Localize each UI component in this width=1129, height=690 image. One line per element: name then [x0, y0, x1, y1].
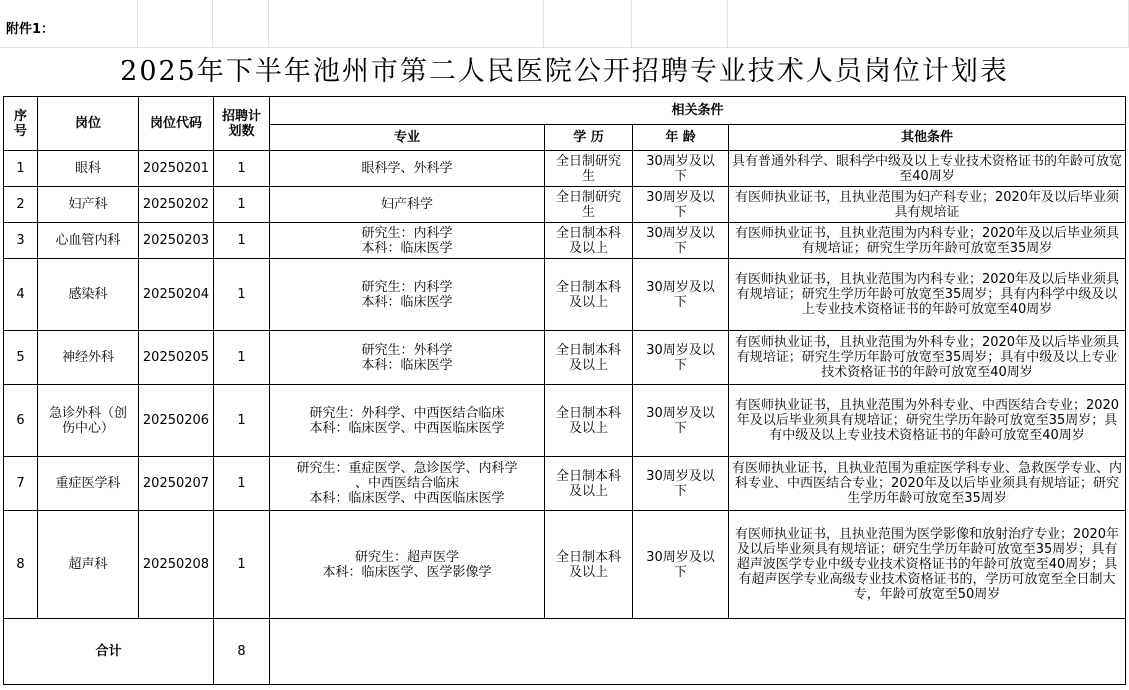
- total-count: 8: [214, 619, 270, 685]
- cell-seq: 6: [4, 385, 38, 457]
- cell-code: 20250206: [139, 385, 214, 457]
- cell-position: 眼科: [38, 151, 139, 187]
- cell-other: 有医师执业证书，且执业范围为内科专业；2020年及以后毕业须具有规培证；研究生学历年龄可放宽至35周岁；具有内科学中级及以上专业技术资格证书的年龄可放宽至40周岁: [729, 259, 1126, 331]
- header-position: 岗位: [38, 97, 139, 151]
- cell-seq: 2: [4, 187, 38, 223]
- cell-age: 30周岁及以 下: [633, 457, 729, 511]
- cell-count: 1: [214, 511, 270, 619]
- cell-code: 20250201: [139, 151, 214, 187]
- grid-cell: [269, 0, 544, 48]
- cell-education: 全日制研究 生: [545, 187, 633, 223]
- header-major: 专业: [270, 125, 545, 151]
- cell-position: 感染科: [38, 259, 139, 331]
- attachment-row: [0, 0, 1129, 48]
- cell-education: 全日制本科 及以上: [545, 331, 633, 385]
- cell-age: 30周岁及以 下: [633, 511, 729, 619]
- total-row: [4, 619, 1126, 685]
- grid-cell: [632, 0, 728, 48]
- cell-other: 有医师执业证书，且执业范围为外科专业、中西医结合专业；2020年及以后毕业须具有规培证；研究生学历年龄可放宽至35周岁；具有中级及以上专业技术资格证书的年龄可放宽至40周岁: [729, 385, 1126, 457]
- header-seq: 序 号: [4, 97, 38, 151]
- cell-seq: 8: [4, 511, 38, 619]
- cell-major: 妇产科学: [270, 187, 545, 223]
- cell-count: 1: [214, 151, 270, 187]
- header-code: 岗位代码: [139, 97, 214, 151]
- cell-code: 20250202: [139, 187, 214, 223]
- header-other: 其他条件: [729, 125, 1126, 151]
- header-count: 招聘计 划数: [214, 97, 270, 151]
- table-row: [4, 259, 1126, 331]
- cell-position: 超声科: [38, 511, 139, 619]
- grid-cell: [213, 0, 269, 48]
- cell-seq: 3: [4, 223, 38, 259]
- cell-other: 具有普通外科学、眼科学中级及以上专业技术资格证书的年龄可放宽至40周岁: [729, 151, 1126, 187]
- cell-count: 1: [214, 331, 270, 385]
- cell-count: 1: [214, 259, 270, 331]
- table-row: [4, 385, 1126, 457]
- cell-age: 30周岁及以 下: [633, 331, 729, 385]
- cell-other: 有医师执业证书，且执业范围为医学影像和放射治疗专业；2020年及以后毕业须具有规培证；研究生学历年龄可放宽至35周岁；具有超声波医学专业中级专业技术资格证书的年龄可放宽至40周岁；具有超声医学专业高级专业技术资格证书的，学历可放宽至全日制大专，年龄可放宽至50周岁: [729, 511, 1126, 619]
- table-row: [4, 151, 1126, 187]
- cell-major: 研究生：内科学 本科：临床医学: [270, 259, 545, 331]
- cell-count: 1: [214, 223, 270, 259]
- cell-seq: 4: [4, 259, 38, 331]
- grid-cell: [138, 0, 213, 48]
- cell-code: 20250208: [139, 511, 214, 619]
- total-empty-cell: [270, 619, 1126, 685]
- grid-cell: [728, 0, 1129, 48]
- recruitment-plan-table: [3, 96, 1126, 685]
- cell-position: 妇产科: [38, 187, 139, 223]
- cell-major: 研究生：内科学 本科：临床医学: [270, 223, 545, 259]
- cell-major: 研究生：外科学 本科：临床医学: [270, 331, 545, 385]
- cell-position: 心血管内科: [38, 223, 139, 259]
- cell-count: 1: [214, 385, 270, 457]
- cell-position: 神经外科: [38, 331, 139, 385]
- cell-code: 20250203: [139, 223, 214, 259]
- cell-age: 30周岁及以 下: [633, 187, 729, 223]
- table-row: [4, 457, 1126, 511]
- cell-other: 有医师执业证书，且执业范围为内科专业；2020年及以后毕业须具有规培证；研究生学历年龄可放宽至35周岁: [729, 223, 1126, 259]
- cell-other: 有医师执业证书，且执业范围为妇产科专业；2020年及以后毕业须具有规培证: [729, 187, 1126, 223]
- table-row: [4, 511, 1126, 619]
- header-education: 学 历: [545, 125, 633, 151]
- cell-age: 30周岁及以 下: [633, 151, 729, 187]
- cell-education: 全日制本科 及以上: [545, 385, 633, 457]
- attachment-label: 附件1：: [6, 22, 55, 37]
- cell-seq: 5: [4, 331, 38, 385]
- grid-cell: [544, 0, 632, 48]
- cell-position: 急诊外科（创 伤中心）: [38, 385, 139, 457]
- cell-education: 全日制本科 及以上: [545, 511, 633, 619]
- header-conditions: 相关条件: [270, 97, 1126, 125]
- cell-major: 研究生：超声医学 本科：临床医学、医学影像学: [270, 511, 545, 619]
- header-age: 年 龄: [633, 125, 729, 151]
- table-row: [4, 331, 1126, 385]
- cell-count: 1: [214, 187, 270, 223]
- cell-age: 30周岁及以 下: [633, 385, 729, 457]
- cell-major: 眼科学、外科学: [270, 151, 545, 187]
- cell-other: 有医师执业证书，且执业范围为重症医学科专业、急救医学专业、内科专业、中西医结合专业；2020年及以后毕业须具有规培证；研究生学历年龄可放宽至35周岁: [729, 457, 1126, 511]
- cell-code: 20250204: [139, 259, 214, 331]
- cell-major: 研究生：外科学、中西医结合临床 本科：临床医学、中西医临床医学: [270, 385, 545, 457]
- table-row: [4, 223, 1126, 259]
- cell-education: 全日制本科 及以上: [545, 457, 633, 511]
- cell-code: 20250205: [139, 331, 214, 385]
- cell-position: 重症医学科: [38, 457, 139, 511]
- cell-age: 30周岁及以 下: [633, 259, 729, 331]
- cell-seq: 7: [4, 457, 38, 511]
- page-title: 2025年下半年池州市第二人民医院公开招聘专业技术人员岗位计划表: [120, 56, 1009, 87]
- cell-count: 1: [214, 457, 270, 511]
- cell-other: 有医师执业证书，且执业范围为外科专业；2020年及以后毕业须具有规培证；研究生学历年龄可放宽至35周岁；具有中级及以上专业技术资格证书的年龄可放宽至40周岁: [729, 331, 1126, 385]
- cell-age: 30周岁及以 下: [633, 223, 729, 259]
- cell-education: 全日制本科 及以上: [545, 223, 633, 259]
- table-row: [4, 187, 1126, 223]
- cell-education: 全日制研究 生: [545, 151, 633, 187]
- cell-seq: 1: [4, 151, 38, 187]
- cell-code: 20250207: [139, 457, 214, 511]
- total-label: 合计: [4, 619, 214, 685]
- cell-major: 研究生：重症医学、急诊医学、内科学 、中西医结合临床 本科：临床医学、中西医临床医学: [270, 457, 545, 511]
- cell-education: 全日制本科 及以上: [545, 259, 633, 331]
